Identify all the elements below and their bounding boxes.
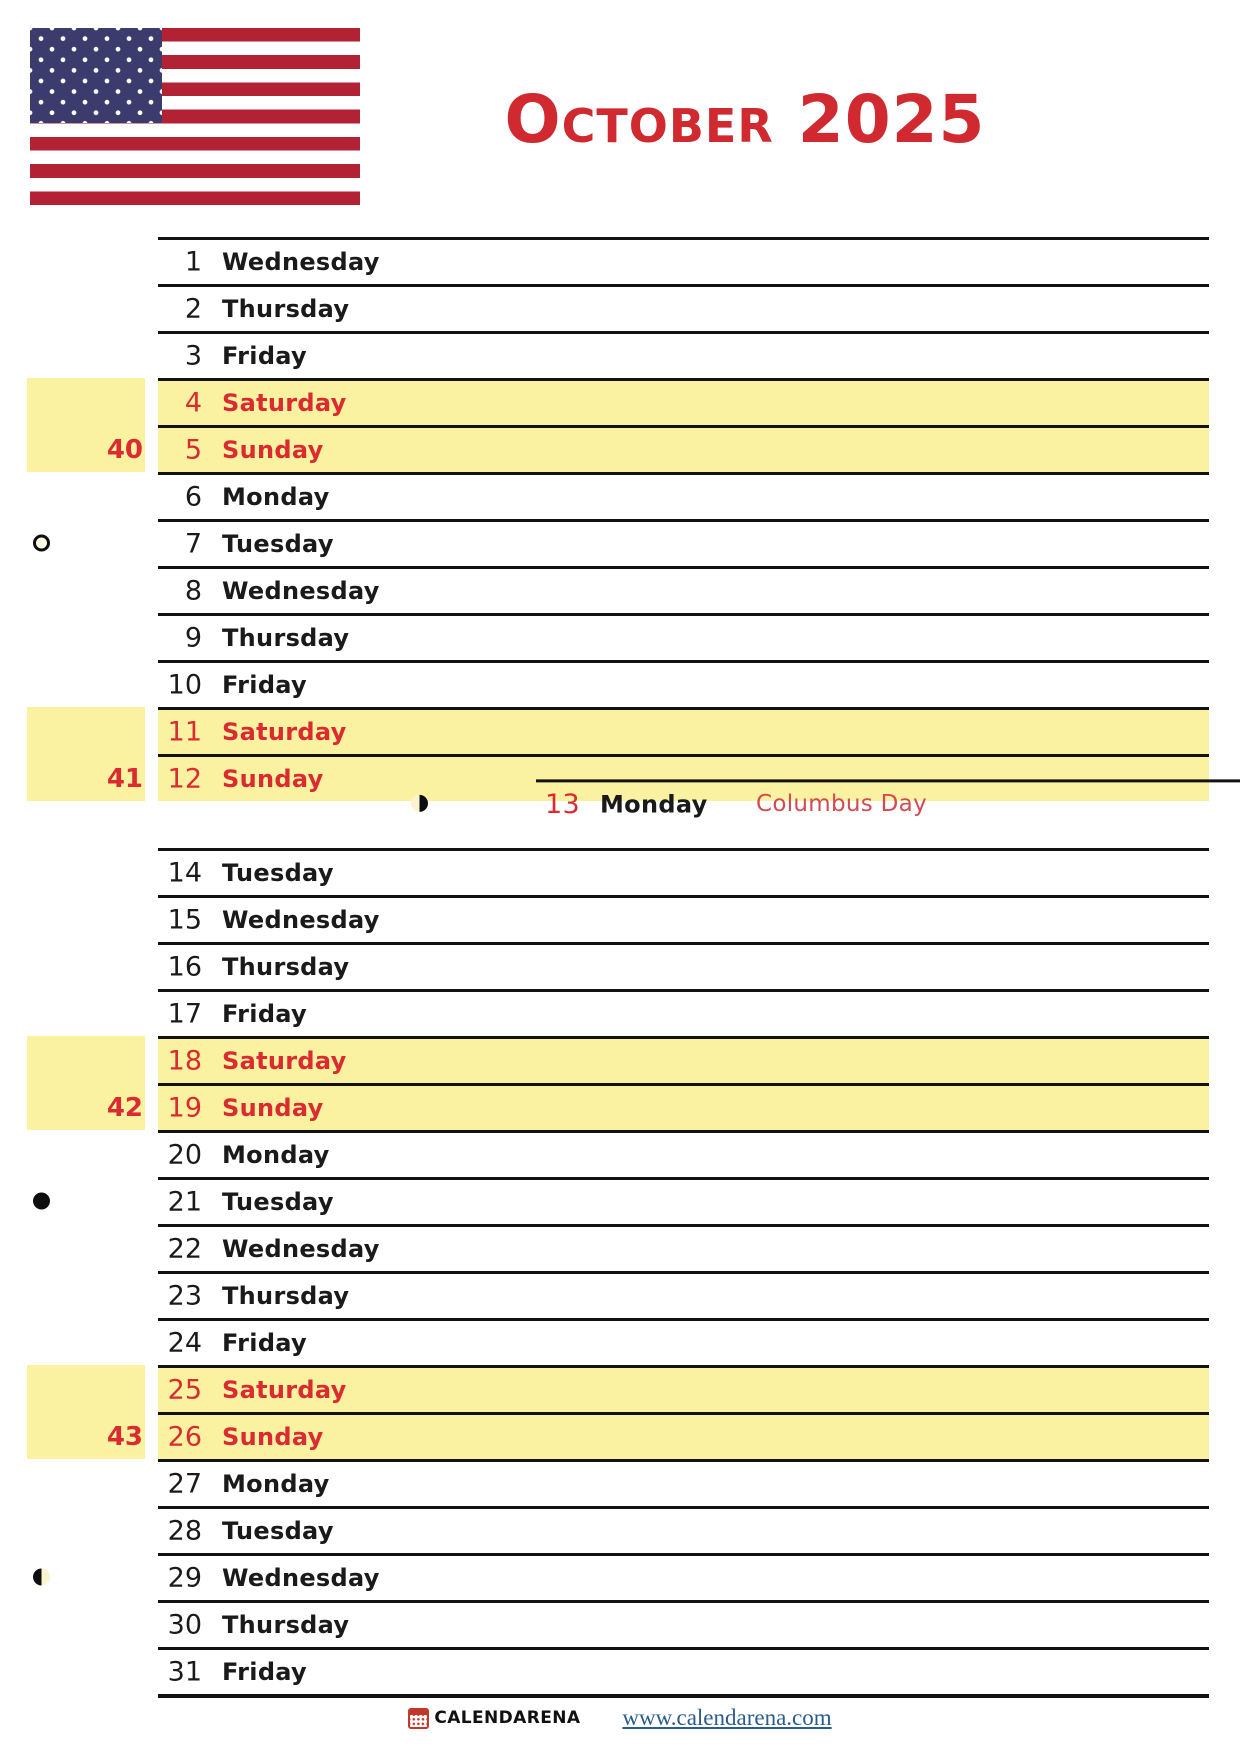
day-name: Thursday	[222, 623, 350, 652]
day-row	[0, 425, 1240, 472]
day-row	[0, 895, 1240, 942]
day-name: Monday	[222, 1140, 330, 1169]
day-row	[0, 1318, 1240, 1365]
title-month: October	[504, 81, 774, 158]
day-number: 3	[184, 340, 202, 372]
day-row	[0, 237, 1240, 284]
full-moon-icon	[33, 534, 50, 551]
day-number: 18	[167, 1045, 202, 1077]
day-number: 16	[167, 951, 202, 983]
day-name: Monday	[222, 482, 330, 511]
row-line	[158, 660, 1209, 707]
day-number: 8	[184, 575, 202, 607]
day-row	[0, 1365, 1240, 1412]
day-number: 20	[167, 1139, 202, 1171]
day-number: 26	[167, 1421, 202, 1453]
day-row	[0, 1506, 1240, 1553]
day-number: 6	[184, 481, 202, 513]
day-name: Saturday	[222, 1046, 347, 1075]
day-number: 24	[167, 1327, 202, 1359]
day-name: Friday	[222, 341, 308, 370]
day-number: 14	[167, 857, 202, 889]
day-row	[0, 284, 1240, 331]
new-moon-icon	[33, 1192, 50, 1209]
week-number: 43	[106, 1421, 143, 1452]
day-name: Sunday	[222, 435, 324, 464]
day-list	[0, 237, 1240, 1698]
day-number: 11	[167, 716, 202, 748]
day-name: Tuesday	[222, 1516, 334, 1545]
day-name: Friday	[222, 670, 308, 699]
day-name: Monday	[600, 789, 708, 818]
day-row	[0, 1177, 1240, 1224]
day-row	[0, 848, 1240, 895]
day-name: Friday	[222, 999, 308, 1028]
week-number: 40	[106, 434, 143, 465]
day-row	[0, 989, 1240, 1036]
day-name: Wednesday	[222, 576, 380, 605]
day-row	[0, 1271, 1240, 1318]
day-row	[0, 1083, 1240, 1130]
day-name: Thursday	[222, 1610, 350, 1639]
day-name: Saturday	[222, 388, 347, 417]
day-number: 15	[167, 904, 202, 936]
day-row	[0, 331, 1240, 378]
day-name: Thursday	[222, 294, 350, 323]
day-number: 28	[167, 1515, 202, 1547]
day-name: Sunday	[222, 1093, 324, 1122]
day-number: 22	[167, 1233, 202, 1265]
day-row	[0, 378, 1240, 425]
day-row	[0, 519, 1240, 566]
day-number: 30	[167, 1609, 202, 1641]
first-quarter-icon	[33, 1568, 50, 1585]
day-number: 13	[545, 788, 580, 820]
day-row	[0, 1224, 1240, 1271]
day-name: Wednesday	[222, 1234, 380, 1263]
day-row	[0, 1553, 1240, 1600]
row-line	[158, 331, 1209, 378]
day-row	[0, 1412, 1240, 1459]
day-number: 4	[184, 387, 202, 419]
last-quarter-icon	[411, 794, 428, 811]
title-year: 2025	[797, 81, 986, 158]
day-name: Wednesday	[222, 1563, 380, 1592]
day-number: 23	[167, 1280, 202, 1312]
day-name: Friday	[222, 1657, 308, 1686]
row-line	[158, 989, 1209, 1036]
day-number: 10	[167, 669, 202, 701]
brand-logo	[408, 1708, 580, 1729]
flag-stars-canton	[30, 28, 162, 123]
brand-name: CALENDARENA	[434, 1708, 581, 1728]
day-row	[0, 660, 1240, 707]
day-number: 1	[184, 246, 202, 278]
day-number: 17	[167, 998, 202, 1030]
bottom-rule	[158, 1694, 1209, 1698]
day-row	[0, 1459, 1240, 1506]
day-name: Sunday	[222, 1422, 324, 1451]
week-number: 41	[106, 763, 143, 794]
day-name: Tuesday	[222, 858, 334, 887]
day-row	[0, 1647, 1240, 1694]
day-row	[0, 1600, 1240, 1647]
day-number: 31	[167, 1656, 202, 1688]
day-row	[0, 566, 1240, 613]
day-number: 12	[167, 763, 202, 795]
day-row	[0, 613, 1240, 660]
calendar-icon	[408, 1708, 429, 1729]
footer-link[interactable]: www.calendarena.com	[622, 1705, 832, 1730]
day-number: 5	[184, 434, 202, 466]
footer	[0, 1700, 1240, 1736]
holiday-label: Columbus Day	[756, 790, 927, 817]
page-title	[430, 81, 1060, 158]
day-name: Sunday	[222, 764, 324, 793]
day-row	[0, 1130, 1240, 1177]
day-name: Saturday	[222, 717, 347, 746]
day-number: 9	[184, 622, 202, 654]
day-number: 2	[184, 293, 202, 325]
day-name: Tuesday	[222, 529, 334, 558]
day-name: Thursday	[222, 1281, 350, 1310]
row-line	[158, 1318, 1209, 1365]
day-name: Friday	[222, 1328, 308, 1357]
day-row	[0, 942, 1240, 989]
day-number: 19	[167, 1092, 202, 1124]
day-row	[0, 1036, 1240, 1083]
day-name: Wednesday	[222, 247, 380, 276]
day-row	[378, 779, 1240, 826]
day-number: 21	[167, 1186, 202, 1218]
day-number: 27	[167, 1468, 202, 1500]
week-number: 42	[106, 1092, 143, 1123]
us-flag-icon	[30, 28, 360, 205]
day-number: 29	[167, 1562, 202, 1594]
day-number: 7	[184, 528, 202, 560]
day-name: Monday	[222, 1469, 330, 1498]
day-number: 25	[167, 1374, 202, 1406]
day-row	[0, 472, 1240, 519]
day-row	[0, 707, 1240, 754]
day-name: Thursday	[222, 952, 350, 981]
day-name: Saturday	[222, 1375, 347, 1404]
day-name: Tuesday	[222, 1187, 334, 1216]
row-line	[158, 1647, 1209, 1694]
day-name: Wednesday	[222, 905, 380, 934]
